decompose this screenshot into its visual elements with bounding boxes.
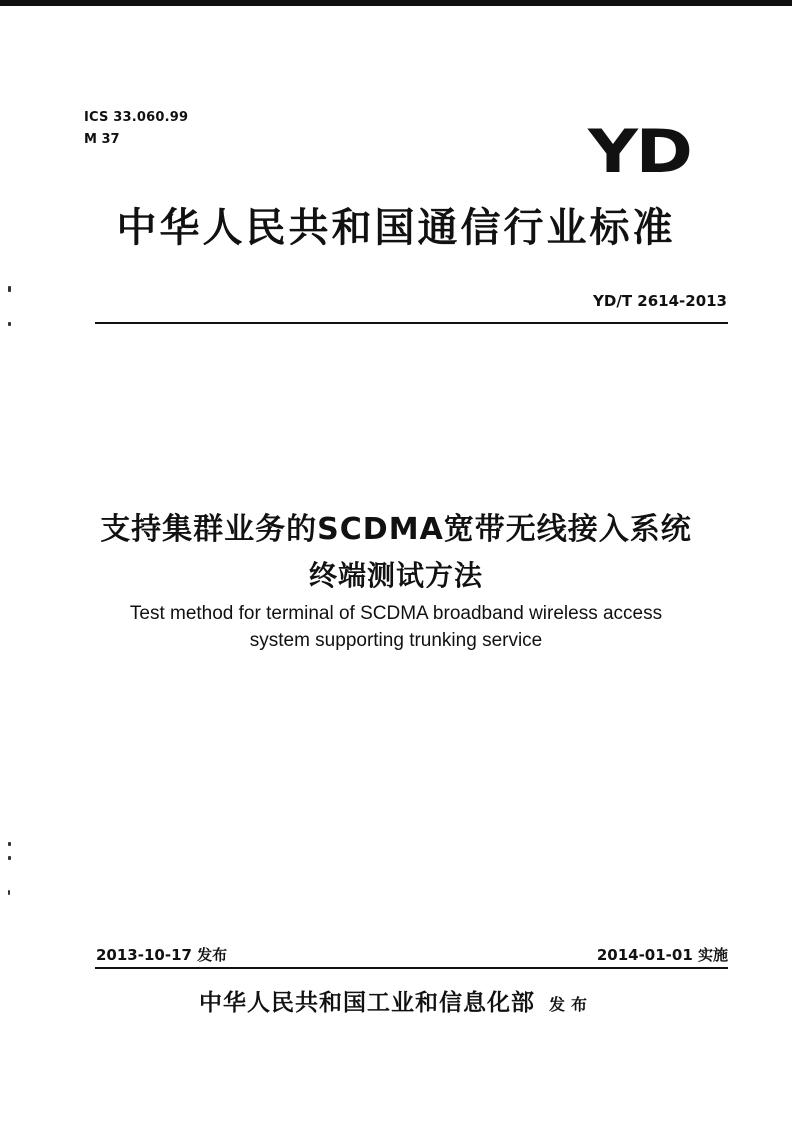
header-divider	[95, 322, 728, 324]
scan-speck	[8, 890, 10, 895]
scan-speck	[8, 856, 11, 860]
standard-number: YD/T 2614-2013	[593, 292, 727, 310]
document-title-cn-line2: 终端测试方法	[308, 559, 483, 592]
effective-date: 2014-01-01 实施	[596, 946, 728, 964]
scan-speck	[8, 322, 11, 326]
scan-border	[0, 0, 792, 6]
publisher-name: 中华人民共和国工业和信息化部	[198, 989, 535, 1016]
scan-speck	[8, 842, 11, 846]
standard-title: 中华人民共和国通信行业标准	[116, 205, 676, 251]
publish-label: 发布	[548, 995, 593, 1014]
classification-code: M 37	[84, 132, 120, 147]
release-date: 2013-10-17 发布	[96, 946, 228, 964]
document-title-en-line2: system supporting trunking service	[249, 630, 543, 651]
footer-divider	[95, 967, 728, 969]
document-title-en-line1: Test method for terminal of SCDMA broadband wireless access	[129, 603, 663, 624]
ics-code: ICS 33.060.99	[84, 110, 189, 125]
publisher-line	[0, 984, 792, 1017]
document-title-cn-line1: 支持集群业务的SCDMA宽带无线接入系统	[100, 512, 692, 547]
yd-logo: YD	[588, 117, 691, 187]
